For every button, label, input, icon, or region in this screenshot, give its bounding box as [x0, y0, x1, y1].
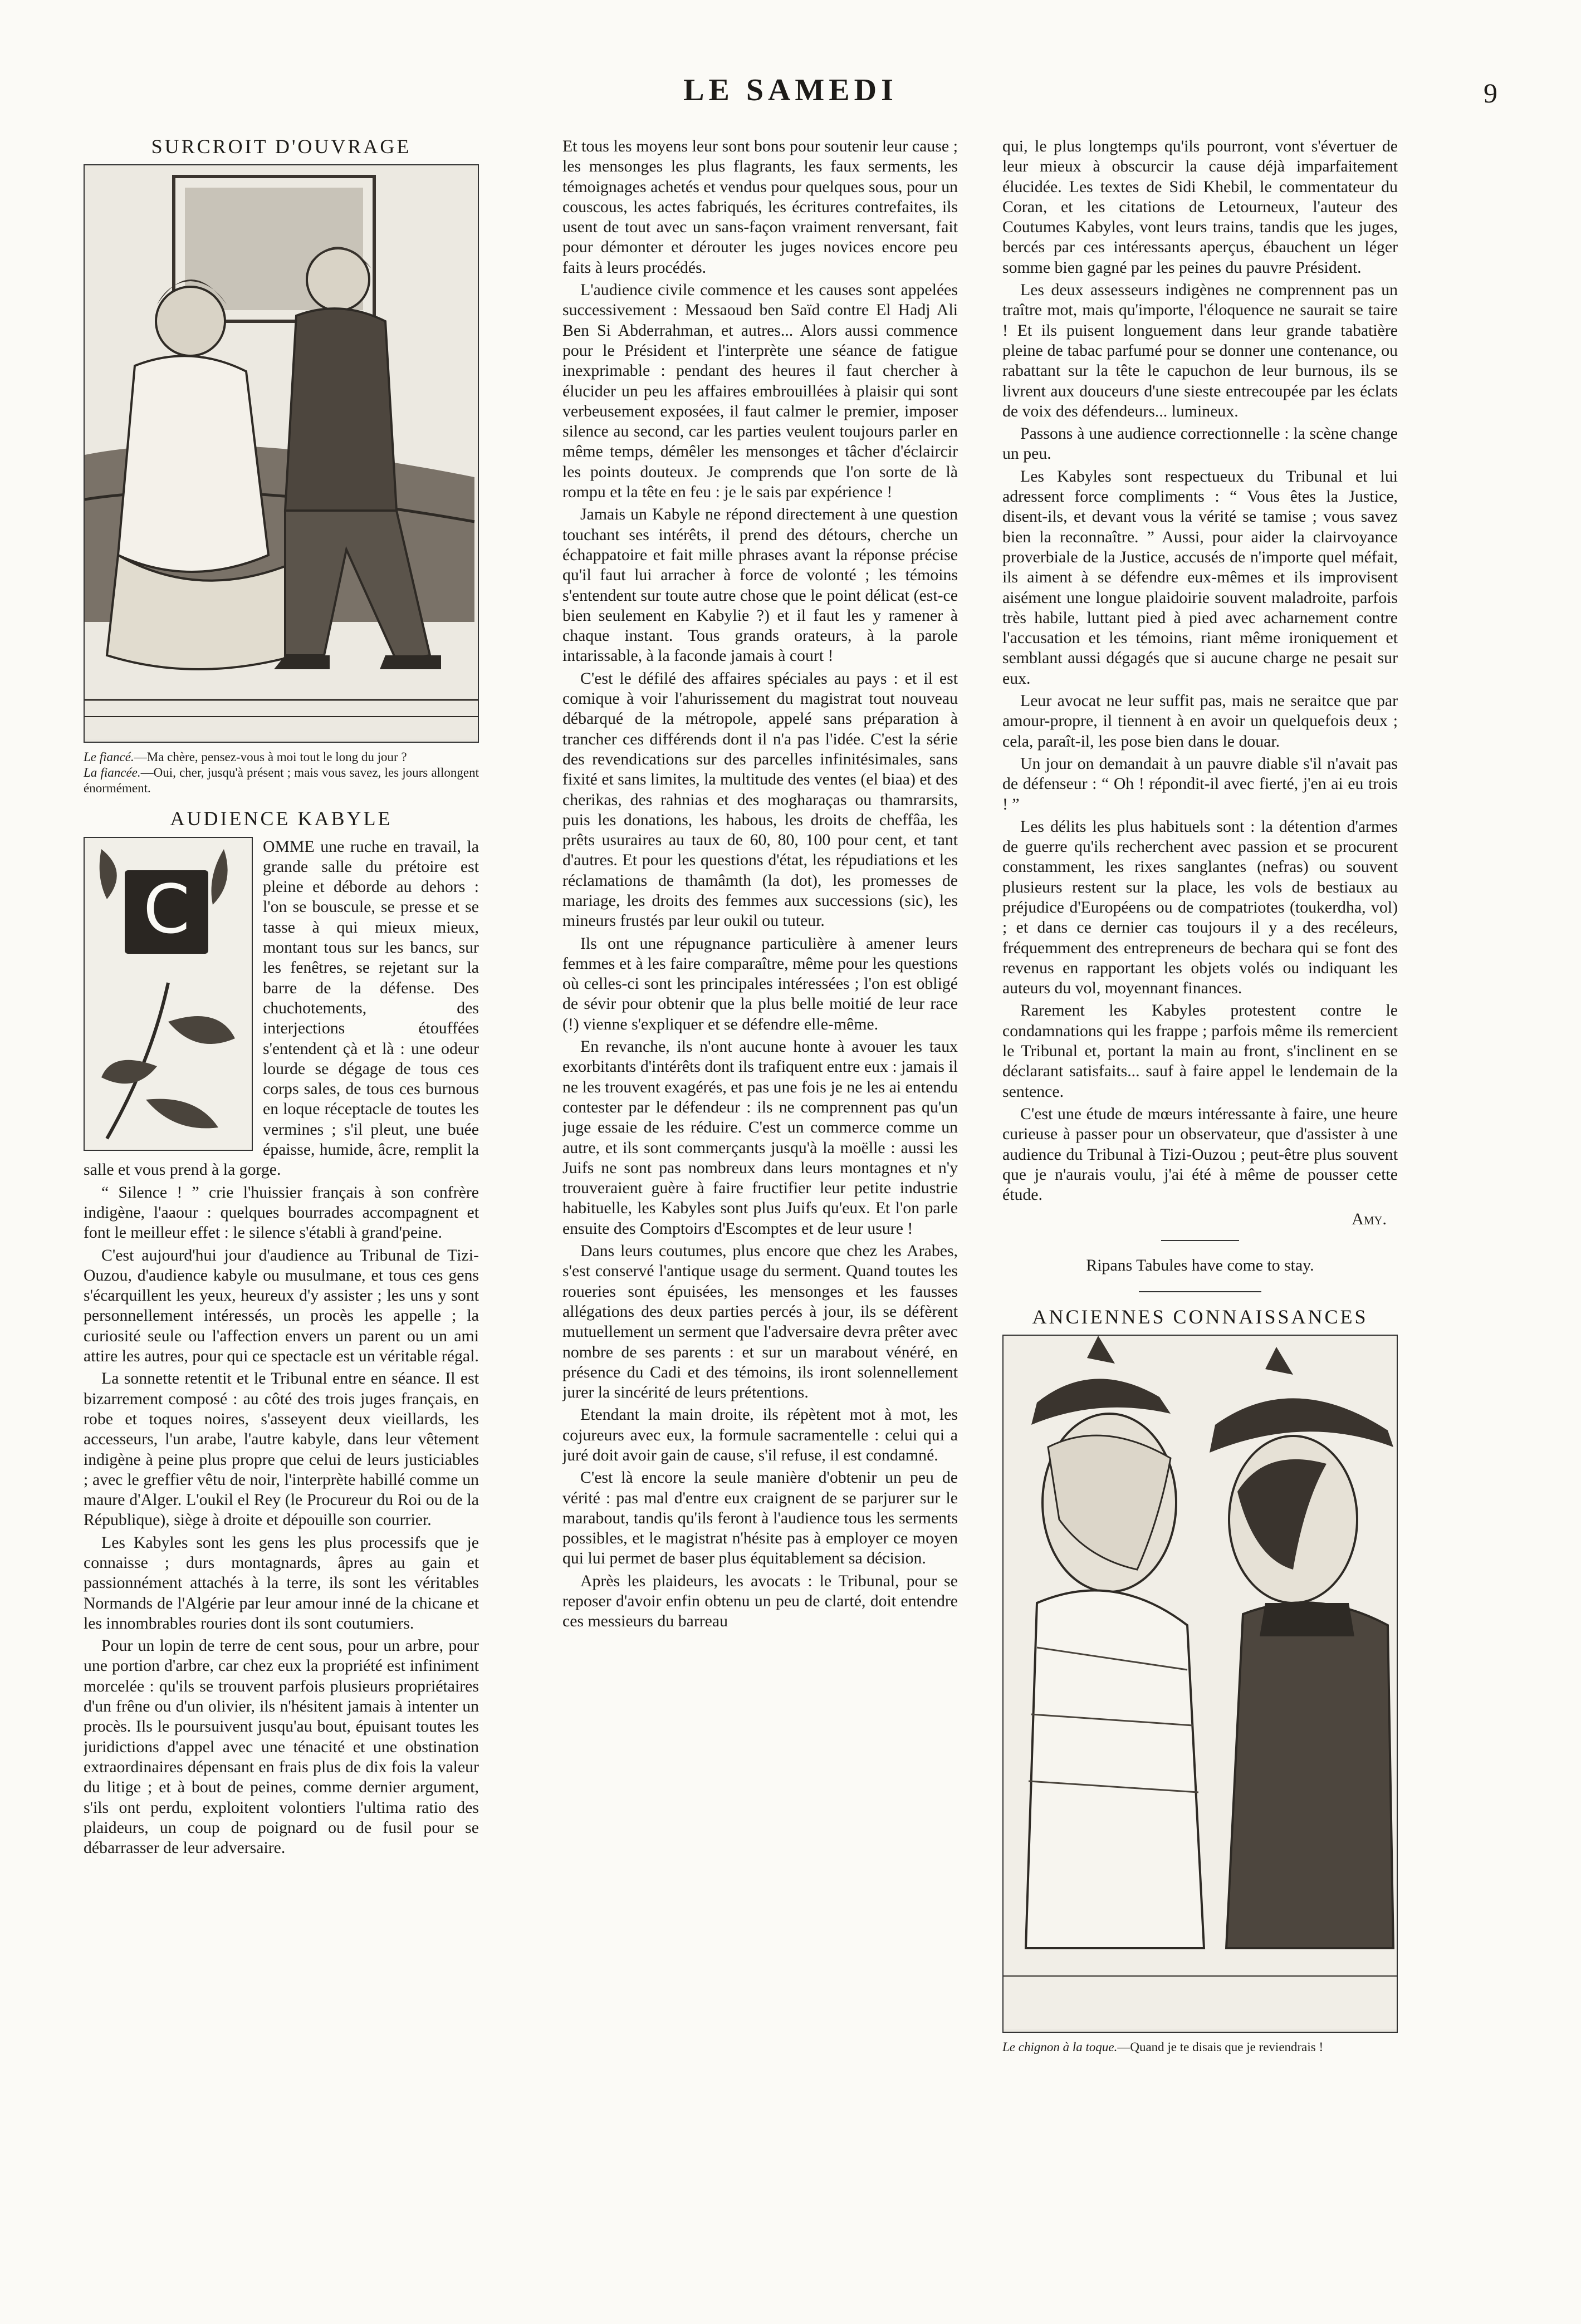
paragraph: Ils ont une répugnance particulière à amener leurs femmes et à les faire comparaître, même pour les questions où celles-ci sont les principales intéressées ; l'on est obligé de sévir pour obtenir que la plus belle moitié de leur race (!) vienne s'expliquer et se défendre elle-même. [562, 934, 958, 1033]
initial-letter: C [143, 871, 190, 949]
caption-speaker-fiancee: La fiancée. [84, 766, 141, 780]
initial-letter-box [125, 870, 208, 954]
paragraph: OMME une ruche en travail, la grande salle du prétoire est pleine et déborde au dehors : l'on se bouscule, se presse et se tasse à qui mieux mieux, montant tous sur les bancs, sur les fenêtres, se rejetant sur la barre de la défense. Des chuchotements, des interjections étouffées s'entendent çà et là : une odeur lourde se dégage de tous ces corps sales, de tous ces burnous en loque réceptacle de toutes les vermines ; s'il pleut, une buée épaisse, humide, âcre, remplit la salle et vous prend à la gorge. [84, 837, 479, 1179]
column-1 [84, 136, 479, 2286]
heading-audience-kabyle: AUDIENCE KABYLE [170, 807, 393, 830]
divider [1161, 1240, 1239, 1241]
column-3 [1002, 136, 1398, 2286]
paragraph: Les Kabyles sont les gens les plus processifs que je connaisse ; durs montagnards, âpres au gain et passionnément attachés à la terre, ils sont les véritables Normands de l'Algérie par leur amour inné de la chicane et les innombrables rouries dont ils sont coutumiers. [84, 1533, 479, 1632]
paragraph: “ Silence ! ” crie l'huissier français à son confrère indigène, l'aaour : quelques bourrades accompagnent et font le meilleur effet : le silence s'établi à grand'peine. [84, 1183, 479, 1242]
paragraph: Etendant la main droite, ils répètent mot à mot, les cojureurs avec eux, la formule sacramentelle : celui qui a juré doit avoir gain de cause, s'il refuse, il est condamné. [562, 1405, 958, 1464]
caption-text-chignon: —Quand je te disais que je reviendrais ! [1117, 2040, 1324, 2055]
caption-anciennes [1002, 2039, 1398, 2055]
paragraph: Les Kabyles sont respectueux du Tribunal et lui adressent force compliments : “ Vous êtes la Justice, disent-ils, et devant vous la vérité se tamise ; vous savez bien la reconnaître. ” Aussi, pour aider la clairvoyance proverbiale de la Justice, accusés de n'importe quel méfait, ils aiment à se défendre eux-mêmes et ils improvisent aisément une longue plaidoirie souvent maladroite, parfois très habile, luttant pied à pied avec acharnement contre l'accusation et les témoins, riant même ironiquement et semblant aussi dégagés que si aucune charge ne pesait sur eux. [1002, 467, 1398, 688]
paragraph: C'est une étude de mœurs intéressante à faire, une heure curieuse à passer pour un observateur, que d'assister à une audience du Tribunal à Tizi-Ouzou ; peut-être plus souvent que je n'aurais voulu, j'ai été à même de pousser cette étude. [1002, 1104, 1398, 1204]
paragraph: C'est le défilé des affaires spéciales au pays : et il est comique à voir l'ahurissement du magistrat tout nouveau débarqué de la métropole, appelé sans préparation à trancher ces différends dont il n'a pas l'idée. C'est la série des revendications sur des parcelles infinitésimales, sans fixité et sans limites, la multitude des ventes (el biaa) et des cherikas, des rahnias et des mogharaças ou thamrarsits, puis les donations, les habous, les droits de cheffâa, les prêts usuraires au taux de 60, 80, 100 pour cent, et tant d'autres. Et pour les questions d'état, les répudiations et les réclamations de thamâmth (la dot), les promesses de mariage, les droits des femmes aux successions (sic), les mineurs frustés par leur oukil ou tuteur. [562, 669, 958, 930]
caption-surcroit [84, 749, 479, 796]
paragraph: C'est là encore la seule manière d'obtenir un peu de vérité : pas mal d'entre eux craignent de se parjurer sur le marabout, tandis qu'ils feront à l'audience tous les serments possibles, et le magistrat n'hésite pas à employer ce moyen qui lui permet de baser plus équitablement sa décision. [562, 1468, 958, 1568]
paragraph: Un jour on demandait à un pauvre diable s'il n'avait pas de défenseur : “ Oh ! répondit-il avec fierté, j'en ai eu trois ! ” [1002, 754, 1398, 813]
advertisement-line: Ripans Tabules have come to stay. [1086, 1256, 1314, 1274]
women-illustration [1004, 1336, 1397, 2029]
paragraph: Pour un lopin de terre de cent sous, pour un arbre, pour une portion d'arbre, car chez eux la propriété est infiniment morcelée : qu'ils se trouvent parfois plusieurs propriétaires d'un frêne ou d'un olivier, ils n'hésitent jamais à intenter un procès. Ils le poursuivent jusqu'au bout, épuisant toutes les juridictions d'appel avec une ténacité et une obstination extraordinaires dépensant en frais plus de dix fois la valeur du litige ; et à bout de peines, comme dernier argument, s'ils ont perdu, exploitent volontiers l'ultima ratio des plaideurs, un coup de poignard ou de fusil pour se débarrasser de leur adversaire. [84, 1636, 479, 1857]
ornamental-initial [84, 837, 253, 1151]
paragraph: Passons à une audience correctionnelle : la scène change un peu. [1002, 424, 1398, 463]
paragraph: La sonnette retentit et le Tribunal entre en séance. Il est bizarrement composé : au côté des trois juges français, en robe et toques noires, s'asseyent deux vieillards, les accesseurs, l'un arabe, l'autre kabyle, dans leur vêtement indigène à peine plus propre que celui de leurs justiciables ; avec le greffier vêtu de noir, l'interprète habillé comme un maure d'Alger. L'oukil el Rey (le Procureur du Roi ou de la République), siège à droite et dépouille son courrier. [84, 1369, 479, 1529]
divider [1139, 1291, 1261, 1292]
couple-illustration [85, 165, 478, 739]
caption-speaker-chignon: Le chignon à la toque. [1002, 2040, 1118, 2055]
paragraph: Leur avocat ne leur suffit pas, mais ne seraitce que par amour-propre, il tiennent à en avoir un quelquefois deux ; cela, paraît-il, les pose bien dans le douar. [1002, 692, 1398, 751]
caption-text-fiance: —Ma chère, pensez-vous à moi tout le long du jour ? [134, 750, 407, 764]
column-2 [562, 136, 958, 2286]
paragraph: Rarement les Kabyles protestent contre le condamnations qui les frappe ; parfois même ils remercient le Tribunal et, portant la main au front, s'inclinent en se déclarant satisfaits... sauf à faire appel le lendemain de la sentence. [1002, 1001, 1398, 1101]
paragraph: C'est aujourd'hui jour d'audience au Tribunal de Tizi-Ouzou, d'audience kabyle ou musulmane, et tous ces gens s'écarquillent les yeux, heureux d'y assister ; les uns y sont personnellement intéressés, un procès les appelle ; la curiosité seule ou l'affection envers un parent ou un ami attire les autres, pour qui ce spectacle est un véritable régal. [84, 1246, 479, 1366]
paragraph: Dans leurs coutumes, plus encore que chez les Arabes, s'est conservé l'antique usage du serment. Quand toutes les roueries sont épuisées, les mensonges et les fausses allégations des deux parties percés à jour, ils se défèrent mutuellement un serment que l'adversaire devra prêter avec nombre de ses parents : et sur un marabout vénéré, en présence du Cadi et des témoins, ils iront solennellement jurer la sincérité de leurs prétentions. [562, 1242, 958, 1402]
paragraph: Les délits les plus habituels sont : la détention d'armes de guerre qu'ils recherchent avec passion et se procurent constamment, les rixes sanglantes (nefras) ou souvent plusieurs restent sur la place, les vols de bestiaux au préjudice d'Européens ou de compatriotes (toukerdha, vol) ; et dans ce dernier cas toujours il y a des recéleurs, fréquemment des entrepreneurs de bechara qui se font des revenus en rapportant les objets volés ou indiquant les auteurs du vol, moyennant finances. [1002, 817, 1398, 998]
masthead [84, 0, 1497, 120]
caption-speaker-fiance: Le fiancé. [84, 750, 134, 764]
paragraph: Et tous les moyens leur sont bons pour soutenir leur cause ; les mensonges les plus flagrants, les faux serments, les témoignages achetés et vendus pour quelques sous, pour un couscous, les actes fabriqués, les écritures contrefaites, ils usent de tout avec un sans-façon vraiment renversant, fait pour démonter et dérouter les juges novices encore peu faits à leurs procédés. [562, 137, 958, 277]
paragraph: Après les plaideurs, les avocats : le Tribunal, pour se reposer d'avoir enfin obtenu un peu de clarté, doit entendre ces messieurs du barreau [562, 1571, 958, 1631]
caption-text-fiancee: —Oui, cher, jusqu'à présent ; mais vous savez, les jours allongent énormément. [84, 766, 479, 796]
newspaper-title: LE SAMEDI [683, 73, 898, 107]
paragraph: qui, le plus longtemps qu'ils pourront, vont s'évertuer de leur mieux à obscurcir la cause déjà imparfaitement élucidée. Les textes de Sidi Khebil, le commentateur du Coran, et les citations de Letourneux, l'auteur des Coutumes Kabyles, vont leurs trains, tandis que les juges, bercés par ces intéressants aperçus, ébauchent un léger somme bien gagné par les peines du pauvre Président. [1002, 137, 1398, 277]
paragraph: Les deux assesseurs indigènes ne comprennent pas un traître mot, mais qu'importe, l'éloquence ne saurait se taire ! Et ils puisent longuement dans leur grande tabatière pleine de tabac parfumé pour se donner une contenance, ou rabattant sur la tête le capuchon de leur burnous, ils se livrent aux douceurs d'une sieste entrecoupée par les éclats de voix des défendeurs... lumineux. [1002, 281, 1398, 420]
engraving-couple-on-sofa [84, 164, 479, 743]
paragraph: En revanche, ils n'ont aucune honte à avouer les taux exorbitants d'intérêts dont ils trafiquent entre eux : jamais il ne les trouvent exagérés, et pas une fois je ne les ai entendu contester par le défendeur : ils ne comprennent pas qu'un juge essaie de les réduire. C'est un commerce comme un autre, et ils sont commerçants jusqu'à la moëlle : aussi les Juifs ne sont pas nombreux dans leurs montagnes et n'y trouveraient guère à faire fructifier leur petite industrie habituelle, les Kabyles sont plus Juifs qu'eux. Et l'on parle ensuite des Comptoirs d'Escomptes et de leur usure ! [562, 1037, 958, 1238]
heading-anciennes-connaissances: ANCIENNES CONNAISSANCES [1032, 1306, 1368, 1328]
author-signature: Amy. [1352, 1210, 1387, 1229]
paragraph: L'audience civile commence et les causes sont appelées successivement : Messaoud ben Saïd contre El Hadj Ali Ben Si Abderrahman, et autres... Alors aussi commence pour le Président et l'interprète une séance de fatigue inexprimable : pendant des heures il faut chercher à élucider un peu les affaires embrouillées à plaisir qui sont verbeusement exposées, il faut calmer le premier, imposer silence au second, car les parties veulent toujours parler en même temps, démêler les mensonges et tâcher d'éclaircir les points douteux. Je comprends que l'on sorte de là rompu et la tête en feu : je le sais par expérience ! [562, 281, 958, 502]
page-number: 9 [1484, 77, 1497, 109]
engraving-two-women-hats [1002, 1335, 1398, 2033]
heading-surcroit: SURCROIT D'OUVRAGE [151, 136, 412, 158]
paragraph: Jamais un Kabyle ne répond directement à une question touchant ses intérêts, il prend des détours, cherche un échappatoire et fait mille phrases avant la réponse précise qu'il faut lui arracher à force de volonté ; les témoins s'entendent sur toute autre chose que le point délicat (est-ce bien seulement en Kabylie ?) et il faut les y ramener à chaque instant. Tous grands orateurs, à la parole intarissable, à la faconde jamais à court ! [562, 505, 958, 665]
